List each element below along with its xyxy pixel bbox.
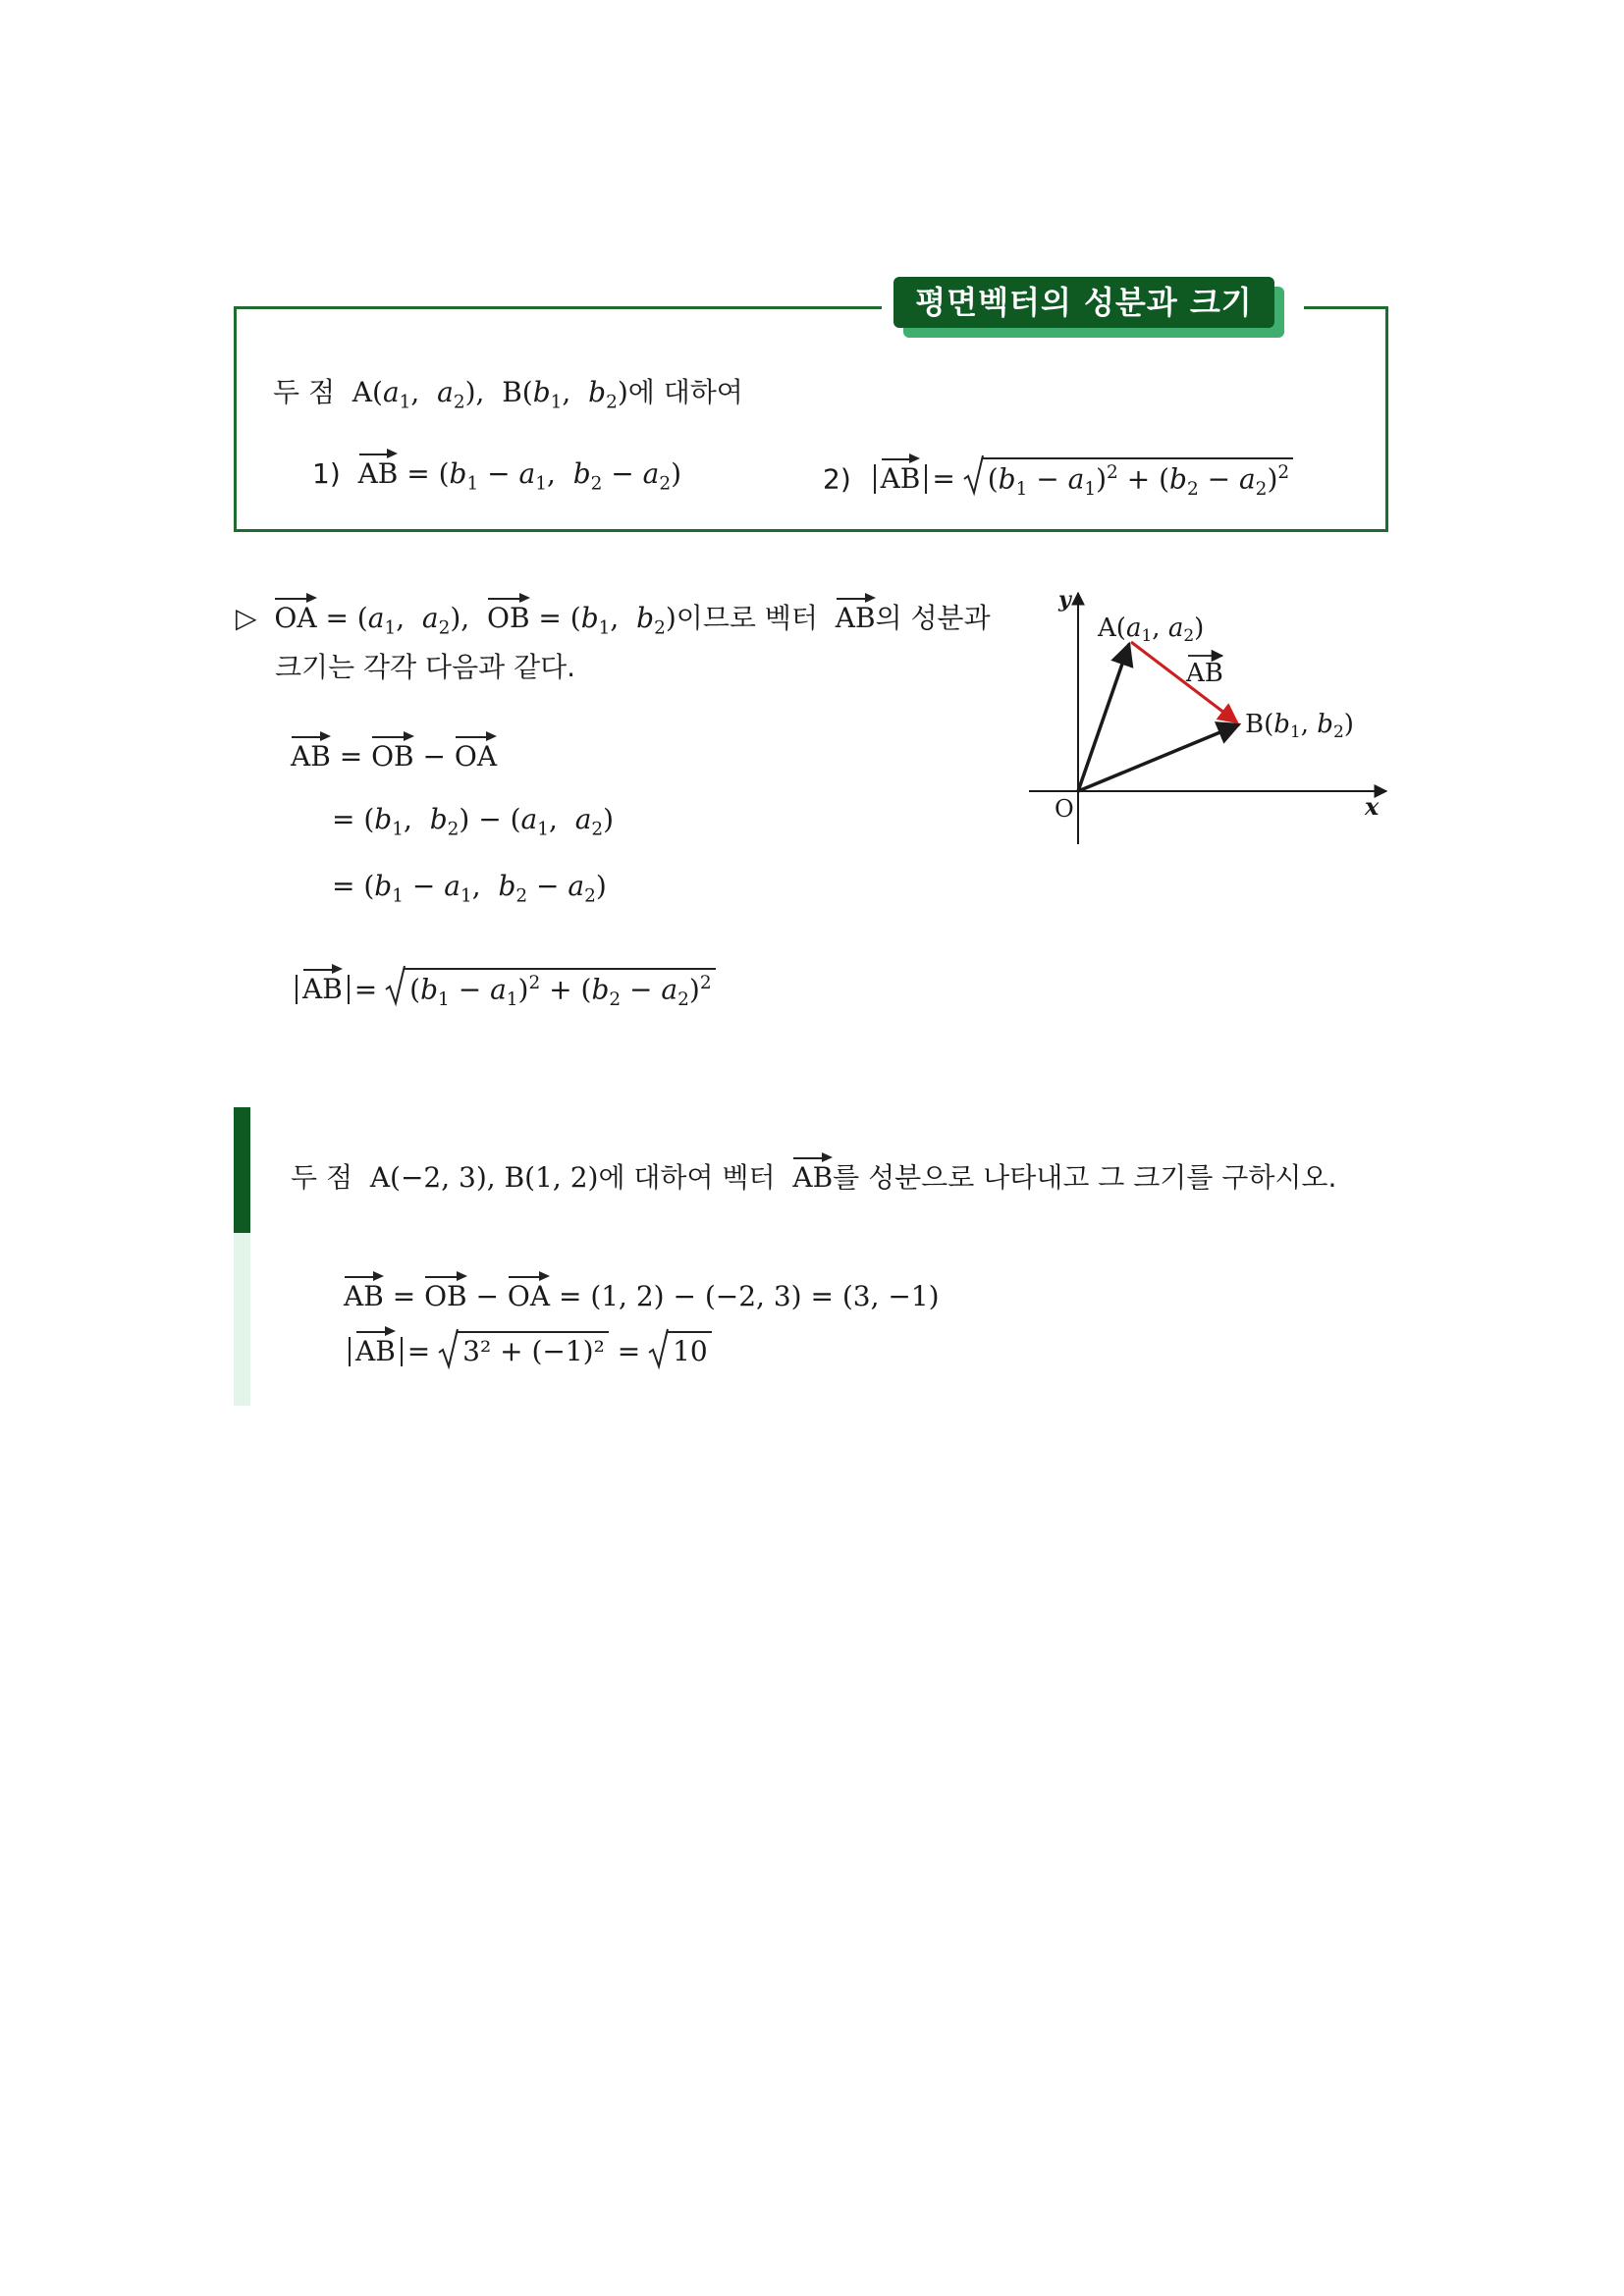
summary-formula-2: 2) AB = $(b_1 - a_1)^2 + (b_2 - a_2)^2$ [823, 457, 1293, 500]
example-solution-1: AB = OB − OA = (1, 2) − (−2, 3) = (3, −1) [344, 1280, 940, 1312]
triangle-marker-icon: ▷ [236, 602, 257, 634]
point-b-label: B(b1, b2) [1245, 710, 1354, 742]
summary-title-badge [893, 277, 1286, 336]
point-a-label: A(a1, a2) [1098, 614, 1205, 646]
derivation-step-1: AB = OB − OA [291, 740, 498, 773]
summary-intro: 두 점 $A(a_1$, $a_2$), $B(b_1$, $b_2$)에 대하여 [273, 376, 743, 413]
derivation-step-2: = ($b_1$, $b_2) - (a_1$, $a_2$) [332, 803, 615, 840]
origin-label: O [1055, 795, 1074, 823]
explanation-line-1: ▷ OA = ($a_1$, $a_2$), OB = ($b_1$, $b_2$)이므로 벡터 AB의 성분과 [236, 602, 991, 639]
vector-diagram [1021, 587, 1394, 852]
explanation-line-2: 크기는 각각 다음과 같다. [275, 651, 576, 683]
y-axis-label: y [1058, 587, 1071, 613]
example-bar-light [234, 1233, 250, 1406]
summary-title: 평면벡터의 성분과 크기 [893, 277, 1274, 328]
example-solution-2: AB = 3² + (−1)² = 10 [344, 1331, 712, 1367]
derivation-step-3: = ($b_1 - a_1$, $b_2 - a_2$) [332, 870, 607, 907]
example-question: 두 점 A(−2, 3), B(1, 2)에 대하여 벡터 AB를 성분으로 나타내고 그 크기를 구하시오. [291, 1161, 1337, 1194]
vector-ob [1078, 724, 1239, 791]
vector-ab-label: AB [1186, 659, 1223, 688]
example-bar-dark [234, 1107, 250, 1233]
x-axis-label: x [1365, 792, 1380, 821]
summary-formula-1: 1) AB = ($b_1 - a_1$, $b_2 - a_2$) [312, 457, 682, 495]
vector-oa [1078, 644, 1129, 791]
derivation-magnitude: AB = $(b_1 - a_1)^2 + (b_2 - a_2)^2$ [291, 968, 716, 1010]
